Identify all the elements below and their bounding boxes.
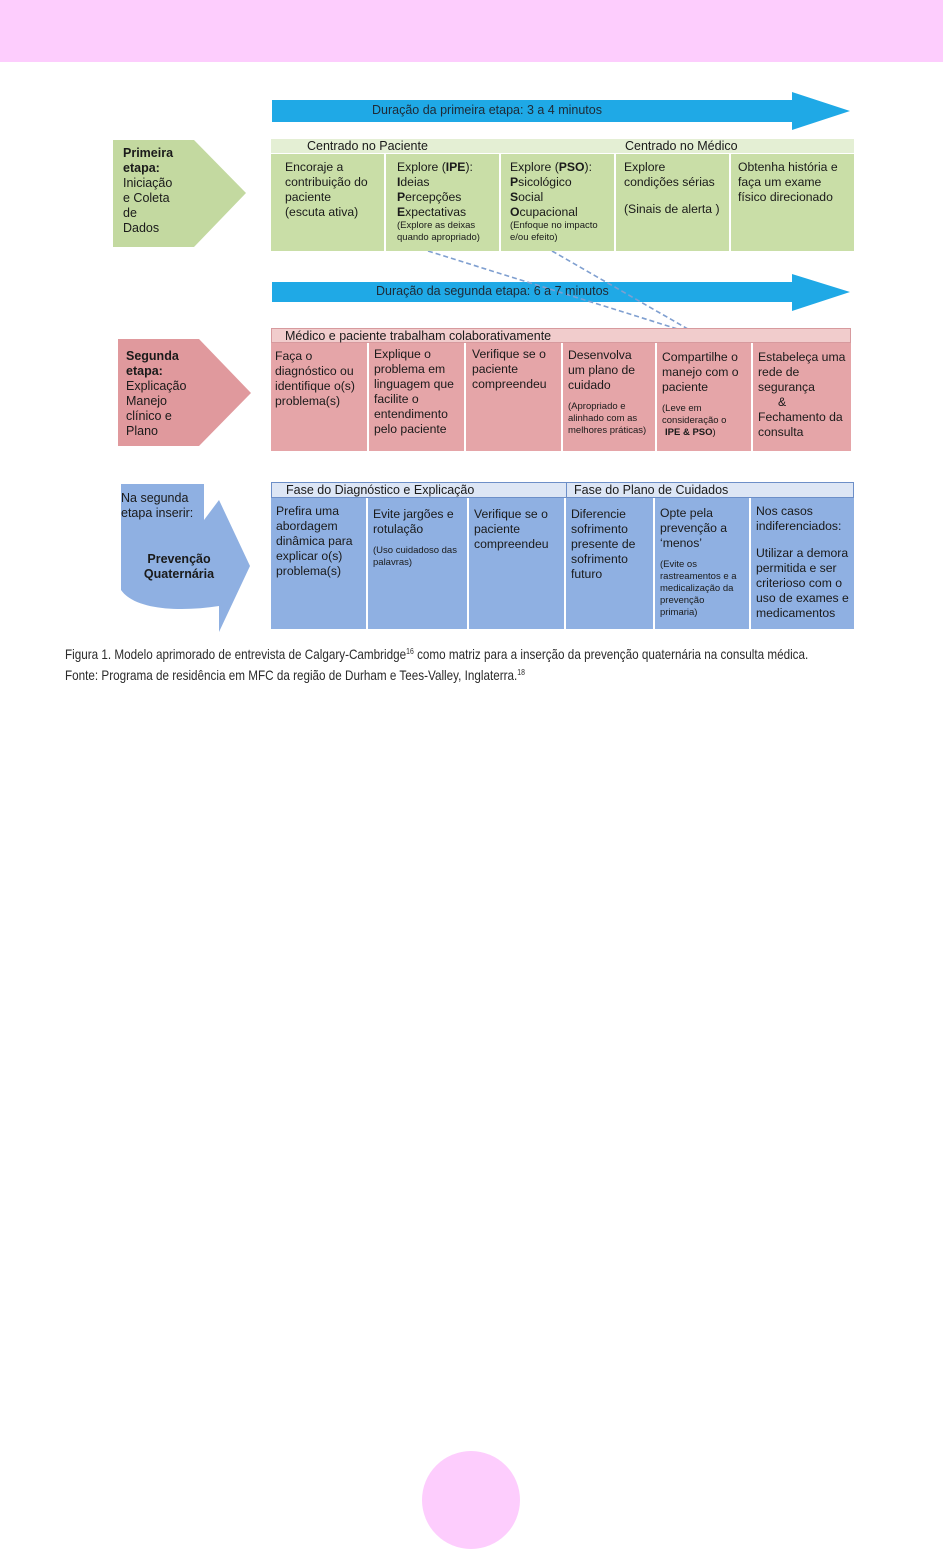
acronym-rest: sicológico — [518, 175, 572, 189]
cell-line: facilite o — [374, 392, 419, 406]
acronym-line — [397, 190, 496, 205]
note-line: medicalização da — [660, 583, 734, 594]
stage3-cells — [271, 498, 854, 629]
page-number-circle — [422, 1451, 520, 1549]
cell-line: sofrimento — [571, 552, 628, 566]
cell-line: dinâmica para — [276, 534, 353, 548]
cell-line: sofrimento — [571, 522, 628, 536]
note-end: ) — [712, 427, 716, 438]
cell-line: Prefira uma — [276, 504, 339, 518]
cell-line: indiferenciados: — [756, 519, 842, 533]
cell-line: Obtenha história e — [738, 160, 838, 174]
cell-title — [510, 160, 611, 175]
cell-line: linguagem que — [374, 377, 454, 391]
cell-line: entendimento — [374, 407, 448, 421]
cell-line: segurança — [758, 380, 815, 394]
stage2-cell-plan — [563, 343, 657, 451]
cell-line: & — [778, 395, 787, 409]
note-bold: IPE & PSO — [665, 427, 713, 438]
note-line: (Enfoque no impacto — [510, 220, 598, 231]
stage2-band — [271, 328, 851, 451]
cell-line: rotulação — [373, 522, 424, 536]
caption-text: como matriz para a inserção da prevenção quaternária na consulta médica. — [413, 647, 809, 662]
cell-title-end: ): — [465, 160, 473, 174]
caption-superscript: 16 — [406, 647, 414, 656]
acronym-line — [397, 175, 496, 190]
acronym-line — [510, 205, 611, 220]
cell-line: paciente — [474, 522, 521, 536]
cell-line: criterioso com o — [756, 576, 843, 590]
cell-line: Faça o — [275, 349, 313, 363]
stage2-label-line: Explicação — [126, 379, 187, 393]
header-divider — [566, 483, 567, 498]
cell-line: Diferencie — [571, 507, 626, 521]
note-line: (Leve em — [662, 403, 702, 414]
acronym-line — [510, 190, 611, 205]
figure-caption — [65, 643, 809, 685]
cell-line: problema em — [374, 362, 446, 376]
stage3-cell-verify — [469, 498, 566, 629]
stage2-cell-safety — [753, 343, 851, 451]
cell-line: cuidado — [568, 378, 611, 392]
stage2-duration-label: Duração da segunda etapa: 6 a 7 minutos — [376, 284, 609, 298]
stage2-label-line: Plano — [126, 424, 158, 438]
acronym-rest: ocial — [518, 190, 544, 204]
stage2-cells — [271, 343, 851, 451]
stage2-header — [271, 328, 851, 343]
cell-line: problema(s) — [276, 564, 342, 578]
stage2-label-title: Segunda etapa: — [126, 349, 179, 378]
stage2-label-line: clínico e — [126, 409, 172, 423]
stage2-cell-diagnosis — [271, 343, 369, 451]
cell-title-start: Explore ( — [510, 160, 559, 174]
cell-line: futuro — [571, 567, 603, 581]
cell-title — [397, 160, 496, 175]
stage3-label — [121, 491, 193, 521]
cell-line: prevenção a — [660, 521, 728, 535]
cell-line: Compartilhe o — [662, 350, 738, 364]
acronym-rest: cupacional — [519, 205, 578, 219]
acronym-letter: P — [397, 190, 406, 204]
acronym-line — [397, 205, 496, 220]
acronym-line — [510, 175, 611, 190]
stage1-cell-ipe — [386, 154, 501, 251]
note-line: alinhado com as — [568, 413, 638, 424]
caption-line-1 — [65, 643, 809, 664]
cell-title-end: ): — [584, 160, 592, 174]
cell-line: (Sinais de alerta ) — [624, 202, 720, 216]
acronym-rest: ercepções — [405, 190, 462, 204]
stage1-band — [271, 139, 854, 251]
cell-line: paciente — [662, 380, 709, 394]
cell-note — [373, 545, 464, 569]
stage2-cell-verify — [466, 343, 563, 451]
cell-line: paciente — [285, 190, 332, 204]
cell-title-start: Explore ( — [397, 160, 446, 174]
cell-line: pelo paciente — [374, 422, 447, 436]
quaternary-prevention-label — [143, 552, 215, 582]
cell-note — [660, 559, 746, 619]
stage2-label-line: Manejo — [126, 394, 167, 408]
acronym-letter: O — [510, 205, 520, 219]
acronym-letter: S — [510, 190, 519, 204]
stage1-cell-history — [731, 154, 854, 251]
acronym-rest: xpectativas — [405, 205, 467, 219]
cell-line: abordagem — [276, 519, 338, 533]
stage3-cell-suffering — [566, 498, 655, 629]
cell-line: faça um exame — [738, 175, 822, 189]
cell-line: identifique o(s) — [275, 379, 355, 393]
note-line: prevenção — [660, 595, 705, 606]
stage3-cell-less — [655, 498, 751, 629]
cell-line: compreendeu — [472, 377, 547, 391]
stage1-label-line: de — [123, 206, 137, 220]
diagnosis-phase-heading: Fase do Diagnóstico e Explicação — [286, 483, 475, 497]
stage1-cell-encourage — [271, 154, 386, 251]
caption-source: Fonte: Programa de residência em MFC da região de Durham e Tees-Valley, Inglaterra. — [65, 668, 518, 683]
spacer — [756, 534, 851, 546]
stage3-header — [271, 482, 854, 498]
stage3-label-line: etapa inserir: — [121, 506, 194, 520]
note-line: (Apropriado e — [568, 401, 626, 412]
cell-line: ‘menos’ — [660, 536, 702, 550]
cell-line: diagnóstico ou — [275, 364, 354, 378]
note-line: melhores práticas) — [568, 425, 647, 436]
cell-line: consulta — [758, 425, 804, 439]
cell-title-acronym: PSO — [558, 160, 585, 174]
cell-line: permitida e ser — [756, 561, 837, 575]
note-line: consideração o — [662, 415, 727, 426]
doctor-centered-heading: Centrado no Médico — [625, 139, 738, 153]
stage1-label — [123, 146, 183, 236]
stage1-label-title: Primeira etapa: — [123, 146, 174, 175]
cell-line: Fechamento da — [758, 410, 843, 424]
caption-figure-label: Figura 1. — [65, 647, 112, 662]
care-plan-phase-heading: Fase do Plano de Cuidados — [574, 483, 729, 497]
cell-line: problema(s) — [275, 394, 341, 408]
stage1-label-line: Dados — [123, 221, 160, 235]
stage3-cell-jargon — [368, 498, 469, 629]
acronym-letter: P — [510, 175, 519, 189]
cell-note — [397, 220, 496, 244]
cell-line: Nos casos — [756, 504, 813, 518]
cell-line: Estabeleça uma — [758, 350, 846, 364]
cell-title-acronym: IPE — [445, 160, 466, 174]
cell-note — [510, 220, 611, 244]
cell-line: Opte pela — [660, 506, 713, 520]
acronym-letter: E — [397, 205, 406, 219]
stage2-label — [126, 349, 186, 439]
cell-line: rede de — [758, 365, 800, 379]
note-line: quando apropriado) — [397, 232, 480, 243]
stage3-band — [271, 482, 854, 629]
cell-line: Utilizar a demora — [756, 546, 849, 560]
note-line: primaria) — [660, 607, 698, 618]
note-line: (Uso cuidadoso das — [373, 545, 457, 556]
stage1-header — [271, 139, 854, 154]
acronym-letter: I — [397, 175, 401, 189]
stage3-bold-line: Prevenção — [147, 552, 211, 566]
stage3-cell-undifferentiated — [751, 498, 854, 629]
cell-line: presente de — [571, 537, 636, 551]
cell-line: manejo com o — [662, 365, 739, 379]
stage1-cell-serious — [616, 154, 731, 251]
caption-text: Modelo aprimorado de entrevista de Calgary-Cambridge — [111, 647, 407, 662]
cell-note — [568, 401, 652, 437]
cell-line: Evite jargões e — [373, 507, 454, 521]
cell-line: condições sérias — [624, 175, 715, 189]
cell-line: Explique o — [374, 347, 431, 361]
cell-line: (escuta ativa) — [285, 205, 359, 219]
cell-line: uso de exames e — [756, 591, 849, 605]
stage1-label-line: e Coleta — [123, 191, 170, 205]
stage3-cell-dynamic — [271, 498, 368, 629]
cell-note — [662, 403, 748, 439]
spacer — [624, 190, 726, 202]
note-line: palavras) — [373, 557, 413, 568]
caption-line-2 — [65, 664, 805, 685]
cell-line: Verifique se o — [474, 507, 548, 521]
note-line: (Explore as deixas — [397, 220, 476, 231]
stage1-cell-pso — [501, 154, 616, 251]
cell-line: físico direcionado — [738, 190, 833, 204]
stage1-cells — [271, 154, 854, 251]
cell-line: Explore — [624, 160, 666, 174]
cell-line: medicamentos — [756, 606, 836, 620]
note-line: rastreamentos e a — [660, 571, 737, 582]
cell-line: Encoraje a — [285, 160, 344, 174]
cell-line: paciente — [472, 362, 519, 376]
note-line: (Evite os — [660, 559, 697, 570]
caption-superscript: 18 — [517, 668, 525, 677]
stage1-duration-label: Duração da primeira etapa: 3 a 4 minutos — [372, 103, 602, 117]
cell-line: compreendeu — [474, 537, 549, 551]
note-line: e/ou efeito) — [510, 232, 558, 243]
stage1-label-line: Iniciação — [123, 176, 173, 190]
cell-line: contribuição do — [285, 175, 368, 189]
cell-line: um plano de — [568, 363, 636, 377]
acronym-rest: deias — [400, 175, 430, 189]
stage3-label-line: Na segunda — [121, 491, 189, 505]
cell-line: Verifique se o — [472, 347, 546, 361]
stage2-cell-explain — [369, 343, 466, 451]
patient-centered-heading: Centrado no Paciente — [307, 139, 428, 153]
stage2-cell-share — [657, 343, 753, 451]
cell-line: explicar o(s) — [276, 549, 343, 563]
stage3-bold-line: Quaternária — [143, 567, 215, 581]
cell-line: Desenvolva — [568, 348, 632, 362]
collaboration-heading: Médico e paciente trabalham colaborativamente — [285, 329, 552, 343]
